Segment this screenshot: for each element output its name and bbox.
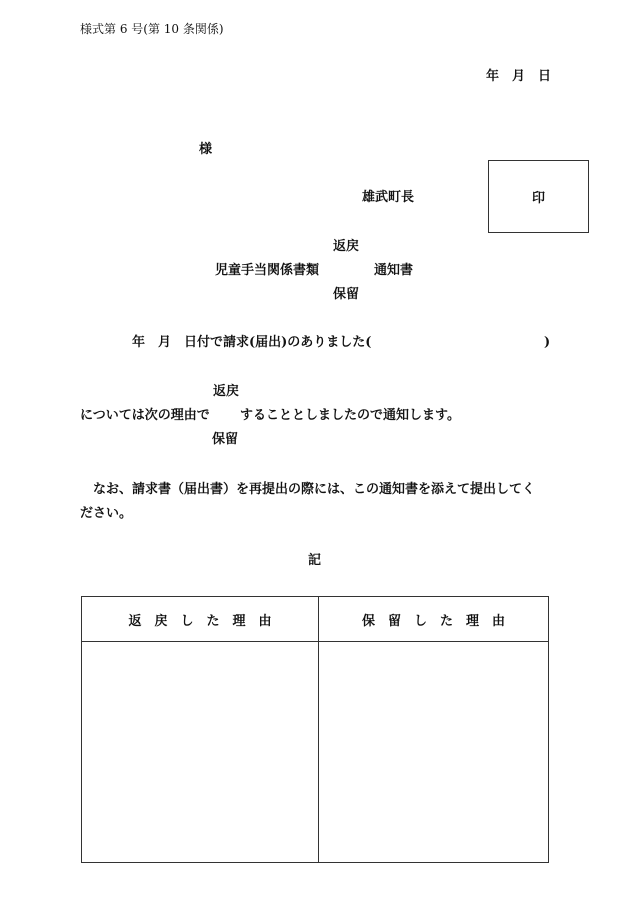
notice-option-return: 返戻 xyxy=(333,239,360,254)
notice-doc-name: 児童手当関係書類 xyxy=(215,263,320,278)
table-cell-return-reason xyxy=(82,642,318,862)
form-number: 様式第 6 号(第 10 条関係) xyxy=(80,22,224,36)
request-date-line: 年 月 日付で請求(届出)のありました( xyxy=(132,335,372,350)
note-line-2: ださい。 xyxy=(80,506,133,521)
table-header-return-reason: 返 戻 し た 理 由 xyxy=(128,613,272,629)
date-line: 年 月 日 xyxy=(486,69,552,84)
request-close-paren: ) xyxy=(544,335,551,350)
note-line-1: なお、請求書（届出書）を再提出の際には、この通知書を添えて提出してく xyxy=(93,482,536,497)
table-cell-hold-reason xyxy=(319,642,548,862)
reason-option-return: 返戻 xyxy=(213,384,240,399)
sender-title: 雄武町長 xyxy=(362,190,415,205)
table-header-hold-reason: 保 留 し た 理 由 xyxy=(361,613,505,629)
reason-option-hold: 保留 xyxy=(212,432,239,447)
seal-box xyxy=(488,160,589,233)
addressee-honorific: 様 xyxy=(199,142,213,157)
notice-option-hold: 保留 xyxy=(333,287,360,302)
ki-heading: 記 xyxy=(308,553,322,568)
notice-suffix: 通知書 xyxy=(374,263,414,278)
reason-suffix: することとしましたので通知します。 xyxy=(240,408,460,423)
seal-label: 印 xyxy=(531,191,545,206)
reason-table xyxy=(81,596,549,863)
reason-prefix: については次の理由で xyxy=(80,408,210,423)
